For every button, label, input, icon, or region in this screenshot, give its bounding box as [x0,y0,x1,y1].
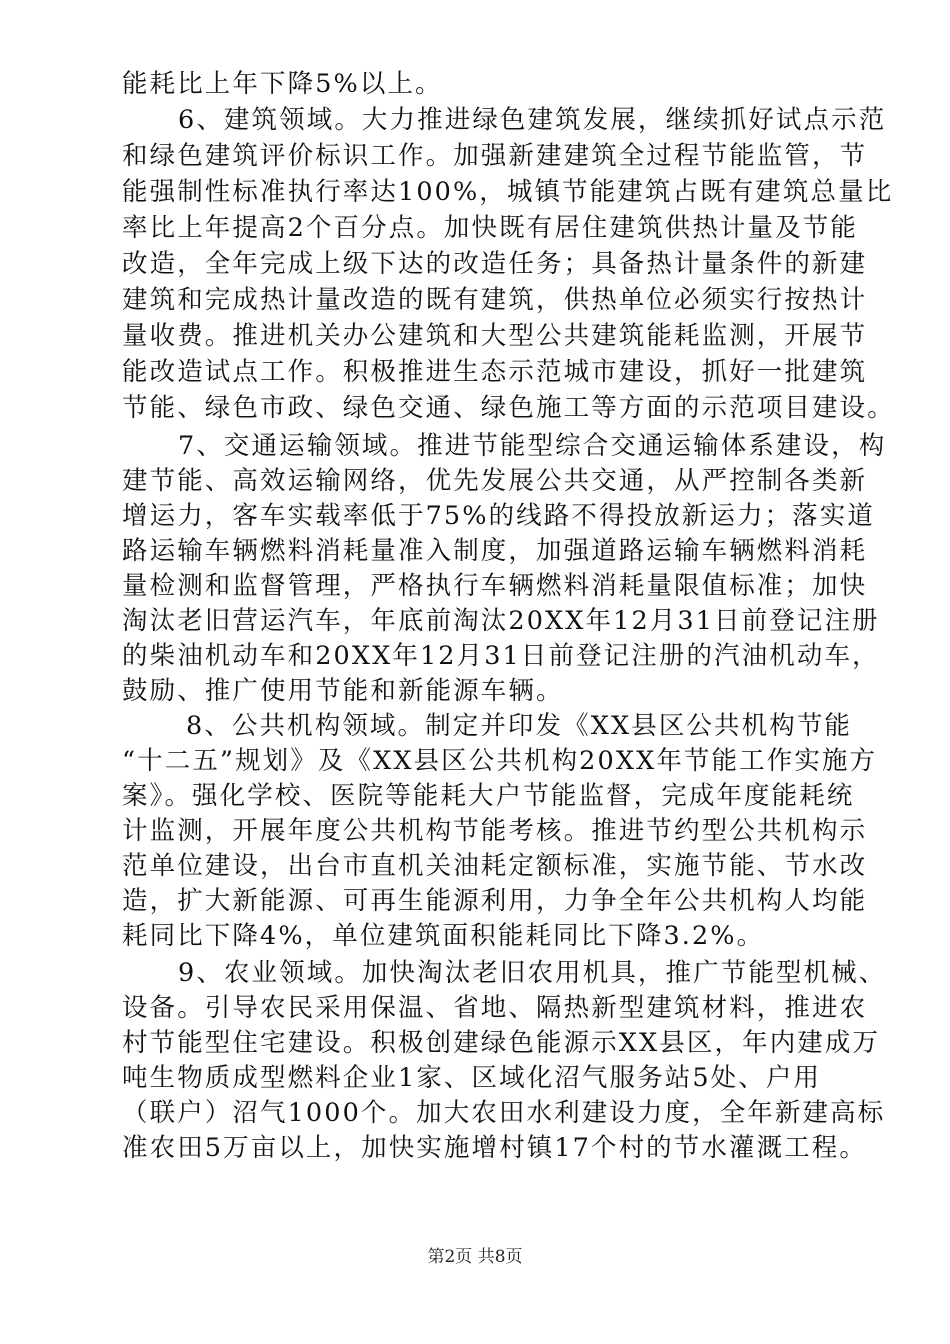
text-line: 建筑和完成热计量改造的既有建筑，供热单位必须实行按热计 [122,285,868,315]
text-line: 量检测和监督管理，严格执行车辆燃料消耗量限值标准；加快 [122,571,868,601]
text-line: 和绿色建筑评价标识工作。加强新建建筑全过程节能监管，节 [122,141,868,171]
text-line: （联户）沼气1000个。加大农田水利建设力度，全年新建高标 [122,1098,886,1128]
page-footer: 第2页 共8页 [427,1247,523,1267]
text-line: 耗同比下降4%，单位建筑面积能耗同比下降3.2%。 [122,921,765,951]
paragraph-7-start: 7、交通运输领域。推进节能型综合交通运输体系建设，构 [178,431,887,461]
text-line: 的柴油机动车和20XX年12月31日前登记注册的汽油机动车， [122,641,880,671]
text-line: 村节能型住宅建设。积极创建绿色能源示XX县区，年内建成万 [122,1028,881,1058]
text-line: 淘汰老旧营运汽车，年底前淘汰20XX年12月31日前登记注册 [122,606,880,636]
text-line: 范单位建设，出台市直机关油耗定额标准，实施节能、节水改 [122,851,868,881]
paragraph-9-start: 9、农业领域。加快淘汰老旧农用机具，推广节能型机械、 [178,958,887,988]
text-line: 吨生物质成型燃料企业1家、区域化沼气服务站5处、户用 [122,1063,822,1093]
text-line: 建节能、高效运输网络，优先发展公共交通，从严控制各类新 [122,466,868,496]
text-line: 能耗比上年下降5%以上。 [122,69,443,99]
text-line: 造，扩大新能源、可再生能源利用，力争全年公共机构人均能 [122,886,868,916]
paragraph-6-start: 6、建筑领域。大力推进绿色建筑发展，继续抓好试点示范 [178,105,887,135]
text-line: 准农田5万亩以上，加快实施增村镇17个村的节水灌溉工程。 [122,1133,867,1163]
text-line: 鼓励、推广使用节能和新能源车辆。 [122,676,564,706]
paragraph-8-start: 8、公共机构领域。制定并印发《XX县区公共机构节能 [186,711,853,741]
text-line: 能改造试点工作。积极推进生态示范城市建设，抓好一批建筑 [122,357,868,387]
text-line: 率比上年提高2个百分点。加快既有居住建筑供热计量及节能 [122,213,858,243]
text-line: 路运输车辆燃料消耗量准入制度，加强道路运输车辆燃料消耗 [122,536,868,566]
text-line: 能强制性标准执行率达100%，城镇节能建筑占既有建筑总量比 [122,177,894,207]
text-line: 计监测，开展年度公共机构节能考核。推进节约型公共机构示 [122,816,868,846]
text-line: 节能、绿色市政、绿色交通、绿色施工等方面的示范项目建设。 [122,393,895,423]
text-line: 案》。强化学校、医院等能耗大户节能监督，完成年度能耗统 [122,781,855,811]
text-line: 增运力，客车实载率低于75%的线路不得投放新运力；落实道 [122,501,875,531]
text-line: 量收费。推进机关办公建筑和大型公共建筑能耗监测，开展节 [122,321,868,351]
text-line: 改造，全年完成上级下达的改造任务；具备热计量条件的新建 [122,249,868,279]
text-line: 设备。引导农民采用保温、省地、隔热新型建筑材料，推进农 [122,993,868,1023]
text-line: “十二五”规划》及《XX县区公共机构20XX年节能工作实施方 [122,746,878,776]
